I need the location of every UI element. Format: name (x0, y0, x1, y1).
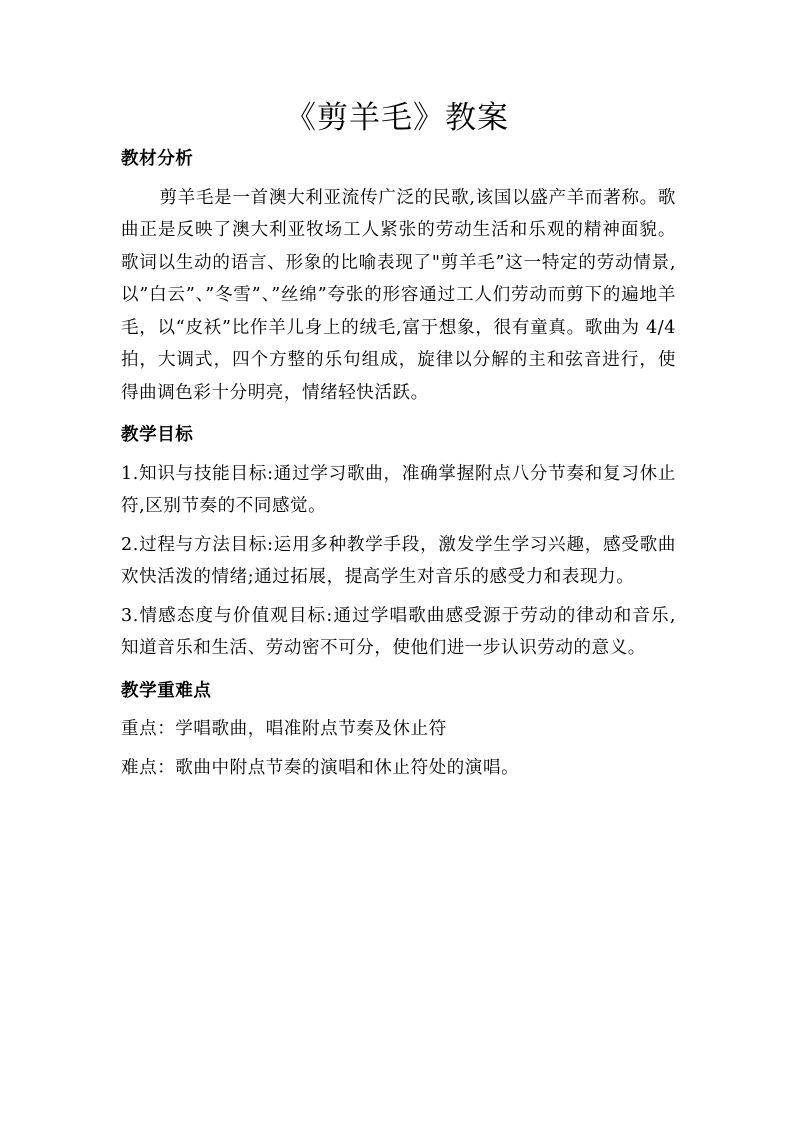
section-heading-textbook-analysis: 教材分析 (121, 149, 194, 169)
section-heading-teaching-goals: 教学目标 (121, 425, 194, 445)
paragraph-goal-emotion-values: 3.情感态度与价值观目标:通过学唱歌曲感受源于劳动的律动和音乐,知道音乐和生活、劳动密不可分，使他们进一步认识劳动的意义。 (121, 605, 676, 658)
document-body (121, 143, 676, 784)
section-heading-key-difficult-points: 教学重难点 (121, 680, 212, 701)
paragraph-goal-process-methods: 2.过程与方法目标:运用多种教学手段，激发学生学习兴趣，感受歌曲欢快活泼的情绪;通过拓展，提高学生对音乐的感受力和表现力。 (121, 534, 676, 587)
paragraph-goal-knowledge-skills: 1.知识与技能目标:通过学习歌曲，准确掌握附点八分节奏和复习休止符,区别节奏的不同感觉。 (121, 463, 676, 516)
document-title: 《剪羊毛》教案 (285, 100, 509, 136)
paragraph-textbook-analysis: 剪羊毛是一首澳大利亚流传广泛的民歌,该国以盛产羊而著称。歌曲正是反映了澳大利亚牧场工人紧张的劳动生活和乐观的精神面貌。歌词以生动的语言、形象的比喻表现了"剪羊毛”这一特定的劳动情景,以”白云”、”冬雪”、”丝绵”夸张的形容通过工人们劳动而剪下的遍地羊毛，以“皮袄”比作羊儿身上的绒毛,富于想象，很有童真。歌曲为 4/4 拍，大调式，四个方整的乐句组成，旋律以分解的主和弦音进行，使得曲调色彩十分明亮，情绪轻快活跃。 (121, 187, 676, 403)
paragraph-key-point: 重点：学唱歌曲，唱准附点节奏及休止符 (121, 719, 447, 739)
paragraph-difficult-point: 难点：歌曲中附点节奏的演唱和休止符处的演唱。 (121, 757, 520, 778)
